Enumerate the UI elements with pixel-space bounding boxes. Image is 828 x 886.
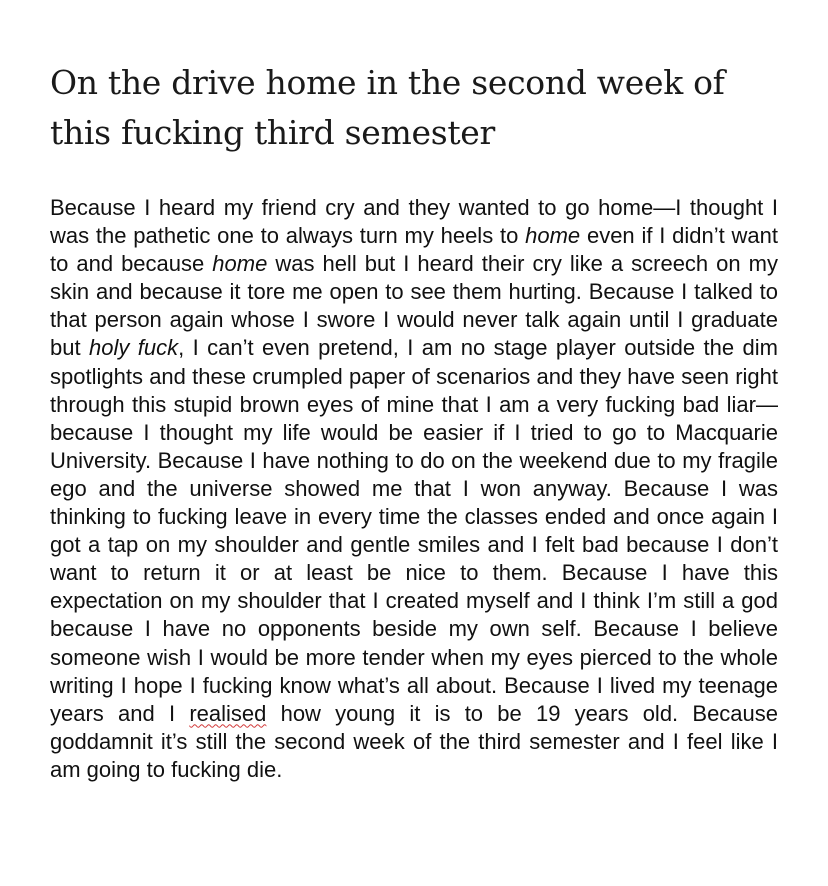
body-segment: was hell but I heard their cry like a screech on my skin and because it tore me open to see them hurting. Because I talked to that person again whose I swore I would never talk again until I graduate but [50,251,778,361]
body-italic-segment: home [212,251,268,277]
spellcheck-flagged-word[interactable]: realised [189,700,267,726]
body-segment: , I can’t even pretend, I am no stage player outside the dim spotlights and these crumpled paper of scenarios and they have seen right through this stupid brown eyes of mine that I am a very fucking bad liar—because I thought my life would be easier if I tried to go to Macquarie University. Because I have nothing to do on the weekend due to my fragile ego and the universe showed me that I won anyway. Because I was thinking to fucking leave in every time the classes ended and once again I got a tap on my shoulder and gentle smiles and I felt bad because I don’t want to return it or at least be nice to them. Because I have this expectation on my shoulder that I created myself and I think I’m still a god because I have no opponents beside my own self. Because I believe someone wish I would be more tender when my eyes pierced to the whole writing I hope I fucking know what’s all about. Because I lived my teenage years and I [50,335,778,726]
document-title: On the drive home in the second week of this fucking third semester [50,63,725,152]
body-segment: even if I didn’t want to and because [50,223,778,277]
body-segment: Because I heard my friend cry and they wanted to go home—I thought I was the pathetic one to always turn my heels to [50,195,778,249]
document-body [50,194,778,784]
document-page [50,58,778,784]
body-italic-segment: home [525,223,581,249]
body-segment: how young it is to be 19 years old. Because goddamnit it’s still the second week of the third semester and I feel like I am going to fucking die. [50,700,779,782]
body-italic-segment: holy fuck [89,335,179,361]
